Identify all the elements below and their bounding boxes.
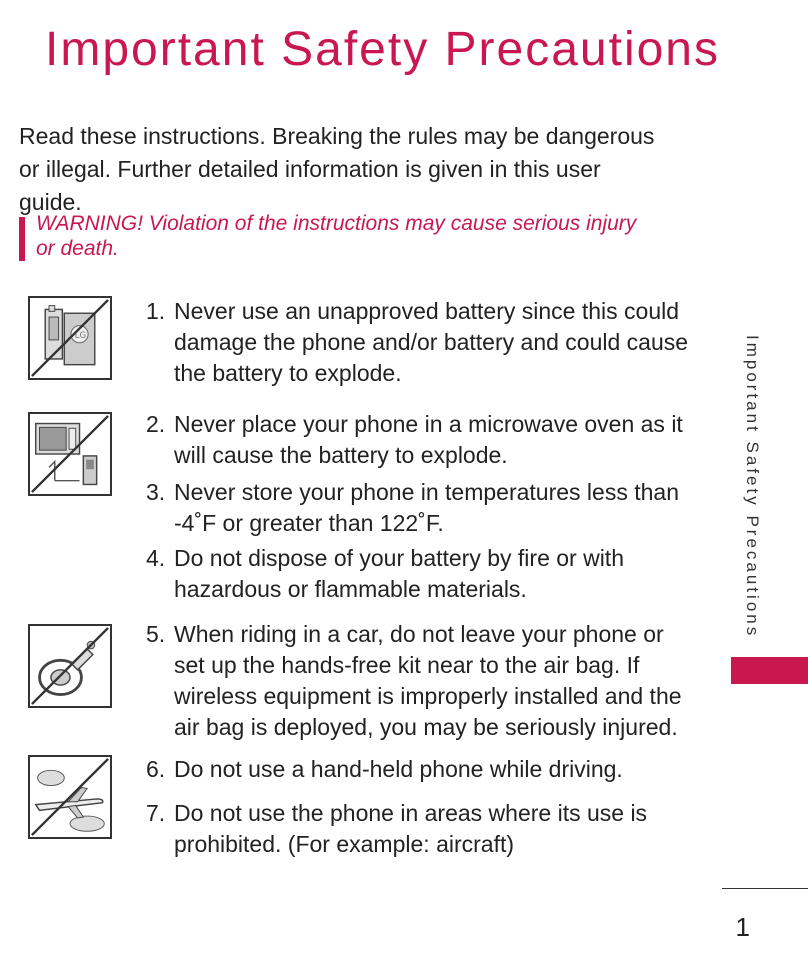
item-number: 2. bbox=[146, 411, 166, 437]
page-title: Important Safety Precautions bbox=[45, 23, 720, 76]
item-text: Do not use the phone in areas where its use is prohibited. (For example: aircraft) bbox=[174, 800, 648, 857]
item-number: 5. bbox=[146, 621, 166, 647]
footer-divider bbox=[722, 888, 808, 889]
item-text: When riding in a car, do not leave your phone or set up the hands-free kit near to the air bag. If wireless equipment is improperly installed and the air bag is deployed, you may be seriously injured. bbox=[174, 621, 682, 740]
section-side-label: Important Safety Precautions bbox=[743, 335, 762, 639]
svg-text:LG: LG bbox=[74, 331, 87, 341]
list-item bbox=[146, 798, 696, 860]
airbag-icon bbox=[28, 624, 112, 708]
battery-icon bbox=[28, 296, 112, 380]
item-text: Do not use a hand-held phone while driving. bbox=[174, 756, 623, 782]
list-item bbox=[146, 409, 696, 471]
item-text: Do not dispose of your battery by fire or with hazardous or flammable materials. bbox=[174, 545, 624, 602]
microwave-icon bbox=[28, 412, 112, 496]
item-number: 4. bbox=[146, 545, 166, 571]
warning-text: WARNING! Violation of the instructions may cause serious injury or death. bbox=[36, 212, 637, 260]
item-text: Never place your phone in a microwave oven as it will cause the battery to explode. bbox=[174, 411, 683, 468]
item-text: Never store your phone in temperatures less than -4˚F or greater than 122˚F. bbox=[174, 479, 679, 536]
page-number: 1 bbox=[735, 912, 750, 942]
list-item bbox=[146, 296, 696, 389]
warning-bar bbox=[19, 217, 25, 261]
list-item bbox=[146, 477, 696, 539]
list-item bbox=[146, 543, 696, 605]
intro-paragraph: Read these instructions. Breaking the rules may be dangerous or illegal. Further detailed information is given in this user guide. bbox=[19, 123, 655, 215]
list-item bbox=[146, 754, 696, 785]
item-number: 3. bbox=[146, 479, 166, 505]
aircraft-icon bbox=[28, 755, 112, 839]
section-tab-marker bbox=[731, 657, 808, 684]
item-text: Never use an unapproved battery since this could damage the phone and/or battery and could cause the battery to explode. bbox=[174, 298, 689, 386]
list-item bbox=[146, 619, 696, 743]
item-number: 1. bbox=[146, 298, 166, 324]
item-number: 7. bbox=[146, 800, 166, 826]
item-number: 6. bbox=[146, 756, 166, 782]
